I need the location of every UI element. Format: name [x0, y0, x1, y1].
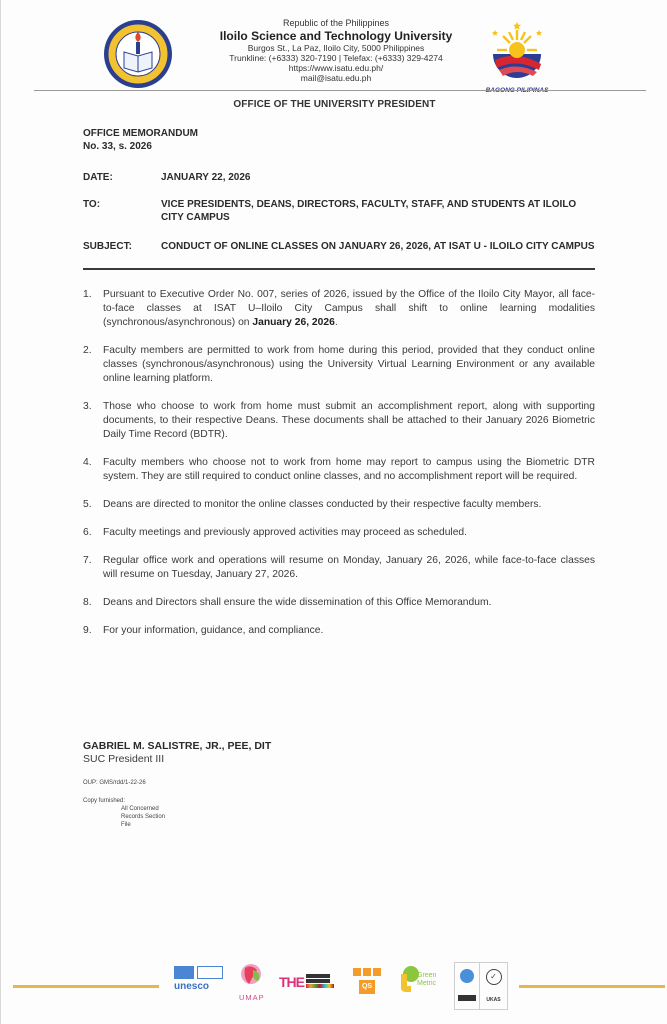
qs-label: QS	[359, 980, 375, 994]
item-number: 7.	[83, 555, 92, 566]
item-text: Pursuant to Executive Order No. 007, series of 2026, issued by the Office of the Iloilo City Mayor, all face-to-face classes at ISAT U–Iloilo City Campus shall shift to online learning modalities (synchronous/asynchronous) on	[103, 289, 595, 328]
item-text: Deans and Directors shall ensure the wide dissemination of this Office Memorandum.	[103, 597, 492, 608]
item-number: 5.	[83, 499, 92, 510]
subject-value: CONDUCT OF ONLINE CLASSES ON JANUARY 26, 2026, AT ISAT U - ILOILO CITY CAMPUS	[161, 241, 595, 252]
item-number: 4.	[83, 457, 92, 468]
greenmetric-label-2: Metric	[417, 980, 437, 987]
item-text: Those who choose to work from home must submit an accomplishment report, along with supporting documents, to their respective Deans. These documents shall be attached to their January 2026 Biometric Daily Time Record (BDTR).	[103, 401, 595, 440]
letterhead	[191, 18, 481, 83]
list-item	[83, 624, 595, 638]
item-number: 1.	[83, 289, 92, 300]
checkmark-icon: ✓	[486, 969, 502, 985]
list-item	[83, 288, 595, 330]
unesco-label: unesco	[174, 981, 210, 992]
item-bold-date: January 26, 2026	[252, 317, 335, 328]
item-text: For your information, guidance, and compliance.	[103, 625, 324, 636]
umap-logo	[239, 962, 269, 1008]
list-item	[83, 498, 595, 512]
item-text-tail: .	[334, 317, 338, 328]
item-text: Deans are directed to monitor the online classes conducted by their respective faculty members.	[103, 499, 542, 510]
signatory-title: SUC President III	[83, 753, 165, 765]
memo-heading	[83, 127, 198, 153]
greenmetric-globe-icon	[397, 964, 419, 994]
subject-divider	[83, 268, 595, 270]
university-website[interactable]: https://www.isatu.edu.ph/	[288, 62, 384, 73]
umap-figure-icon	[239, 962, 263, 988]
date-label: DATE:	[83, 172, 113, 183]
university-seal-icon	[102, 18, 174, 90]
the-bars-icon	[306, 974, 334, 992]
qs-stars-icon	[351, 968, 383, 976]
list-item	[83, 456, 595, 484]
memo-type: OFFICE MEMORANDUM	[83, 128, 198, 139]
list-item	[83, 554, 595, 582]
list-item	[83, 400, 595, 442]
header-divider	[34, 90, 646, 91]
university-address: Burgos St., La Paz, Iloilo City, 5000 Philippines	[247, 42, 425, 53]
university-email[interactable]: mail@isatu.edu.ph	[300, 72, 372, 83]
footer-accent-line-right	[519, 985, 665, 988]
signatory-name: GABRIEL M. SALISTRE, JR., PEE, DIT	[83, 740, 272, 752]
university-name: Iloilo Science and Technology University	[219, 28, 453, 43]
footer-accent-line-left	[13, 985, 159, 988]
the-impact-rankings-logo	[279, 974, 335, 992]
unesco-network-icon	[197, 966, 223, 979]
item-text: Faculty meetings and previously approved activities may proceed as scheduled.	[103, 527, 468, 538]
date-value: JANUARY 22, 2026	[161, 172, 251, 183]
the-label: THE	[279, 974, 304, 990]
list-item	[83, 526, 595, 540]
item-number: 9.	[83, 625, 92, 636]
item-text: Faculty members who choose not to work from home may report to campus using the Biometric DTR system. They are still required to conduct online classes, and no accomplishment report will be required.	[103, 457, 595, 482]
iso-globe-icon	[460, 969, 474, 983]
iso-ukas-logo	[454, 962, 508, 1010]
unesco-temple-icon	[174, 966, 194, 979]
item-text: Regular office work and operations will resume on Monday, January 26, 2026, while face-to-face classes will resume on Tuesday, January 27, 2026.	[103, 555, 595, 580]
copy-recipient: File	[121, 822, 131, 828]
iso-badge	[455, 963, 479, 1007]
subject-label: SUBJECT:	[83, 241, 132, 252]
greenmetric-label-1: Green	[417, 972, 437, 979]
copy-furnished-label: Copy furnished:	[83, 798, 126, 804]
ui-greenmetric-logo	[397, 964, 449, 1008]
list-item	[83, 596, 595, 610]
footer-logos	[171, 962, 511, 1010]
item-text: Faculty members are permitted to work from home during this period, provided that they conduct online classes (synchronous/asynchronous) using the University Virtual Learning Environment or any available online learning platform.	[103, 345, 595, 384]
item-number: 2.	[83, 345, 92, 356]
memo-body-list	[83, 288, 595, 652]
copy-recipient: All Concerned	[121, 806, 159, 812]
item-number: 3.	[83, 401, 92, 412]
office-title: OFFICE OF THE UNIVERSITY PRESIDENT	[233, 99, 436, 110]
umap-label: UMAP	[239, 993, 265, 1002]
copy-recipient: Records Section	[121, 814, 166, 820]
ukas-badge	[480, 963, 507, 1009]
item-number: 6.	[83, 527, 92, 538]
reference-code: OUP: GMS/rdd/1-22-26	[83, 780, 146, 786]
list-item	[83, 344, 595, 386]
ukas-label: UKAS	[486, 997, 501, 1003]
memo-number: No. 33, s. 2026	[83, 141, 152, 152]
item-number: 8.	[83, 597, 92, 608]
to-label: TO:	[83, 199, 101, 210]
bagong-pilipinas-icon	[483, 20, 551, 80]
unesco-logo	[174, 966, 226, 1004]
to-value: VICE PRESIDENTS, DEANS, DIRECTORS, FACULTY, STAFF, AND STUDENTS AT ILOILO CITY CAMPUS	[161, 199, 577, 223]
university-phones: Trunkline: (+6333) 320-7190 | Telefax: (+6333) 329-4274	[229, 52, 443, 63]
bagong-pilipinas-logo	[483, 20, 551, 92]
qs-stars-logo	[351, 964, 383, 1006]
republic-line: Republic of the Philippines	[282, 18, 390, 28]
copy-furnished	[83, 797, 165, 829]
